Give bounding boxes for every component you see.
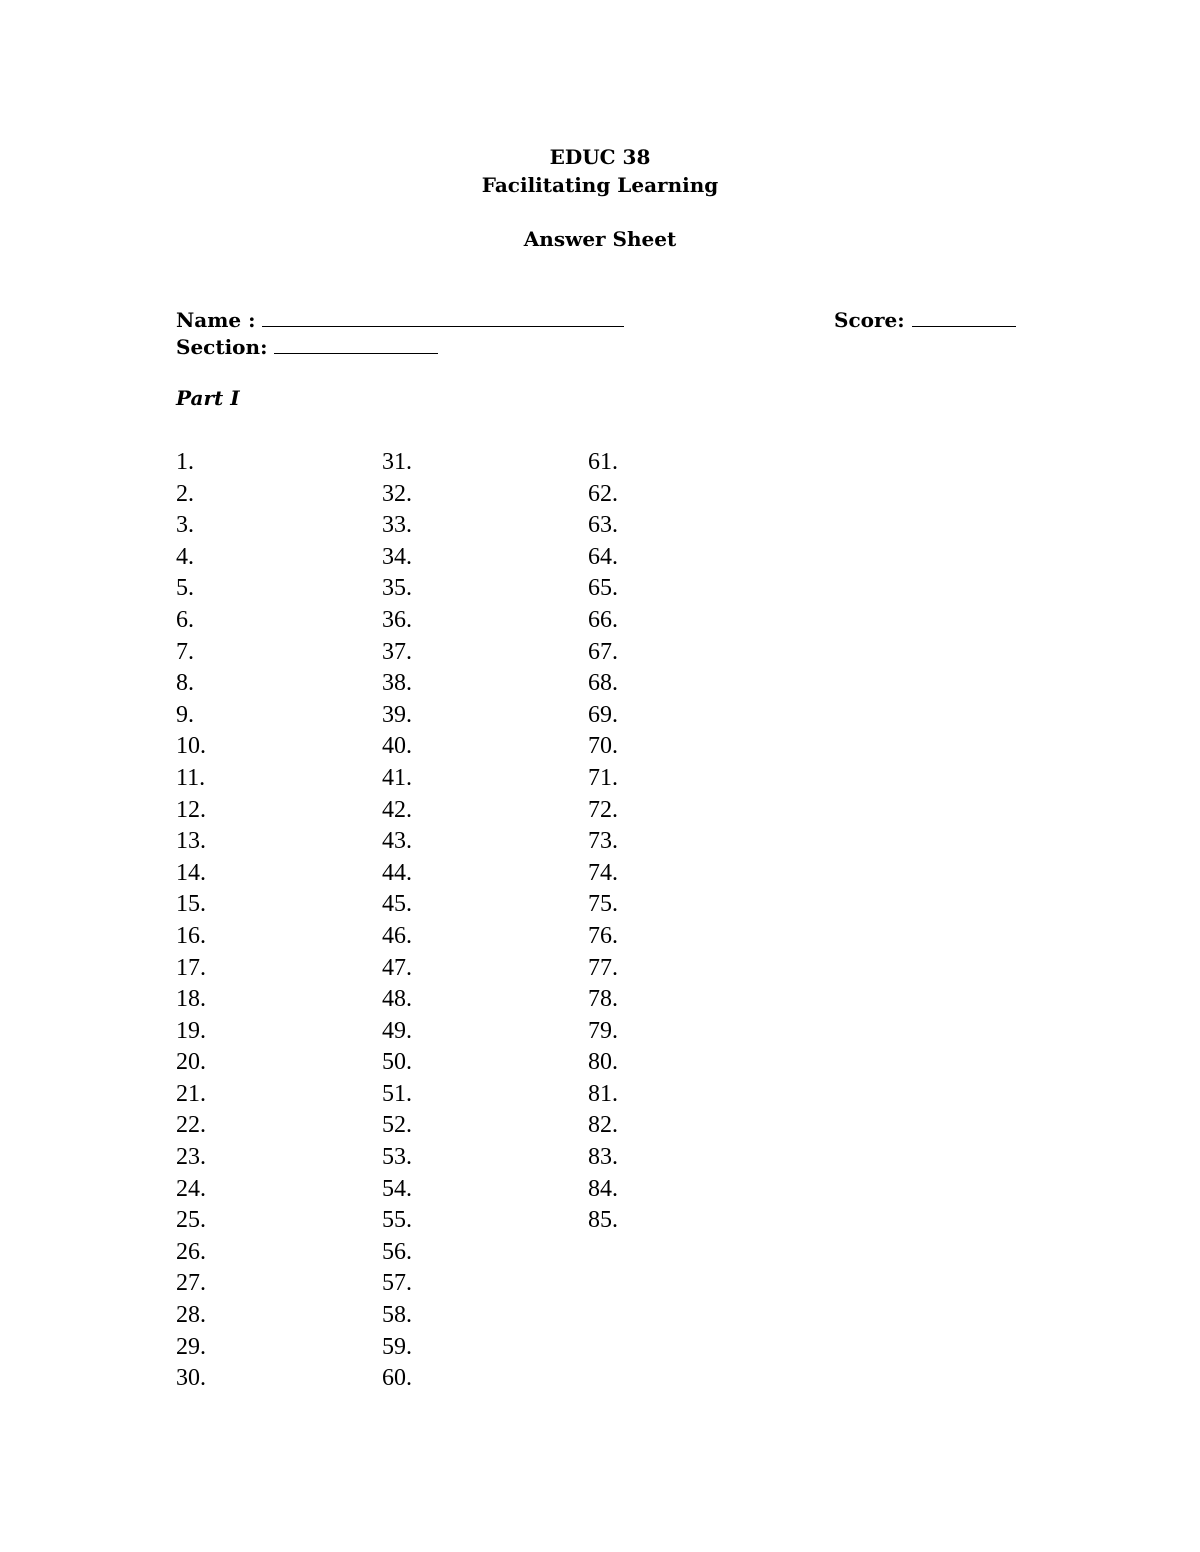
answer-item-number: 37. [382,638,412,665]
answer-item-number: 16. [176,922,206,949]
answer-item-number: 36. [382,606,412,633]
answer-item-number: 74. [588,859,618,886]
answer-item-number: 29. [176,1333,206,1360]
answer-item-number: 7. [176,638,194,665]
section-blank[interactable] [274,333,438,354]
sheet-title: Answer Sheet [523,227,677,251]
answer-item-number: 76. [588,922,618,949]
answer-item-number: 13. [176,828,206,855]
answer-item-number: 68. [588,670,618,697]
answer-column-1 [176,448,296,1396]
answer-item-number: 56. [382,1238,412,1265]
answer-column-2 [382,448,502,1396]
answer-item-number: 35. [382,575,412,602]
answer-item-number: 55. [382,1207,412,1234]
answer-item-number: 69. [588,701,618,728]
answer-item-number: 43. [382,828,412,855]
answer-item-number: 31. [382,449,412,475]
score-label: Score: [834,308,905,332]
answer-item-number: 6. [176,606,194,633]
answer-item-number: 32. [382,480,412,507]
answer-item-number: 19. [176,1017,206,1044]
name-blank[interactable] [262,306,624,327]
answer-item-number: 18. [176,986,206,1013]
answer-item-number: 80. [588,1049,618,1076]
student-info-fields [176,306,1016,360]
answer-item-number: 4. [176,543,194,570]
answer-item-number: 77. [588,954,618,981]
answer-item-number: 5. [176,575,194,602]
answer-item-number: 28. [176,1302,206,1329]
part-heading: Part I [176,386,240,410]
answer-item-number: 62. [588,480,618,507]
answer-item-number: 17. [176,954,206,981]
answer-item-number: 72. [588,796,618,823]
answer-item-number: 70. [588,733,618,760]
name-row [176,306,1016,333]
answer-item-number: 12. [176,796,206,823]
answer-item-number: 50. [382,1049,412,1076]
answer-item-number: 3. [176,512,194,539]
answer-item-number: 22. [176,1112,206,1139]
answer-item-number: 83. [588,1144,618,1171]
section-label: Section: [176,335,268,359]
answer-item-number: 44. [382,859,412,886]
answer-item-number: 48. [382,986,412,1013]
answer-item-number: 20. [176,1049,206,1076]
answer-item-number: 41. [382,764,412,791]
answer-item-number: 61. [588,449,618,475]
name-label: Name : [176,308,256,332]
answer-item-number: 53. [382,1144,412,1171]
answer-item-number: 23. [176,1144,206,1171]
answer-item-number: 51. [382,1080,412,1107]
section-row [176,333,1016,360]
answer-item-number: 73. [588,828,618,855]
document-header [0,143,1200,253]
answer-item-number: 71. [588,764,618,791]
answer-item-number: 21. [176,1080,206,1107]
answer-item-number: 40. [382,733,412,760]
answer-column-3 [588,448,708,1238]
answer-item-number: 75. [588,891,618,918]
answer-item-number: 46. [382,922,412,949]
course-code: EDUC 38 [549,145,651,169]
answer-item-number: 8. [176,670,194,697]
course-title: Facilitating Learning [481,173,719,197]
answer-item-number: 34. [382,543,412,570]
answer-item-number: 26. [176,1238,206,1265]
answer-item-number: 45. [382,891,412,918]
score-field [834,306,1016,334]
answer-item-number: 81. [588,1080,618,1107]
answer-item-number: 85. [588,1207,618,1234]
answer-item-number: 39. [382,701,412,728]
answer-item-number: 66. [588,606,618,633]
answer-item-number: 1. [176,449,194,475]
answer-item-number: 82. [588,1112,618,1139]
score-blank[interactable] [912,306,1016,327]
answer-item-number: 2. [176,480,194,507]
answer-item-number: 57. [382,1270,412,1297]
answer-item-number: 47. [382,954,412,981]
answer-item-number: 27. [176,1270,206,1297]
answer-item-number: 84. [588,1175,618,1202]
answer-item-number: 15. [176,891,206,918]
answer-item-number: 38. [382,670,412,697]
answer-item-number: 24. [176,1175,206,1202]
answer-item-number: 63. [588,512,618,539]
answer-item-number: 64. [588,543,618,570]
answer-item-number: 25. [176,1207,206,1234]
answer-item-number: 52. [382,1112,412,1139]
answer-item-number: 59. [382,1333,412,1360]
answer-item-number: 9. [176,701,194,728]
answer-item-number: 67. [588,638,618,665]
answer-item-number: 14. [176,859,206,886]
answer-item-number: 42. [382,796,412,823]
answer-item-number: 78. [588,986,618,1013]
answer-item-number: 79. [588,1017,618,1044]
answer-item-number: 60. [382,1365,412,1392]
answer-item-number: 54. [382,1175,412,1202]
answer-item-number: 58. [382,1302,412,1329]
answer-item-number: 33. [382,512,412,539]
answer-item-number: 10. [176,733,206,760]
answer-item-number: 11. [176,764,206,791]
answer-item-number: 65. [588,575,618,602]
answer-item-number: 49. [382,1017,412,1044]
answer-item-number: 30. [176,1365,206,1392]
